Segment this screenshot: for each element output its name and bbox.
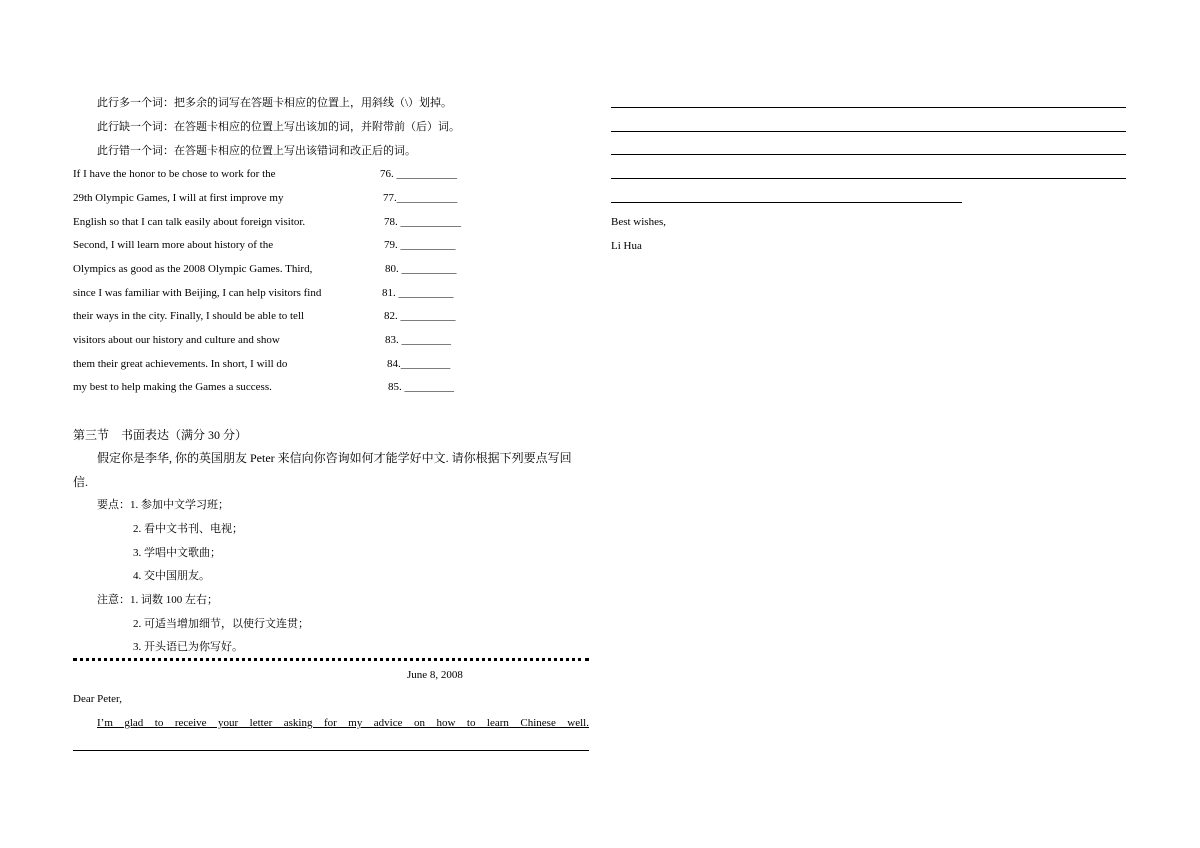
letter-signature: Li Hua — [611, 240, 642, 252]
passage-line: my best to help making the Games a success. — [73, 381, 272, 393]
letter-salutation: Dear Peter, — [73, 693, 123, 705]
section-title: 第三节 书面表达（满分 30 分） — [73, 428, 248, 442]
answer-blank: 81. __________ — [382, 287, 454, 299]
writing-prompt-cont: 信. — [73, 475, 89, 489]
point-item: 4. 交中国朋友。 — [133, 570, 210, 582]
passage-line: Olympics as good as the 2008 Olympic Games. Third, — [73, 263, 313, 275]
writing-prompt: 假定你是李华, 你的英国朋友 Peter 来信向你咨询如何才能学好中文. 请你根据下列要点写回 — [97, 451, 572, 465]
answer-blank: 83. _________ — [385, 334, 451, 346]
writing-line[interactable] — [611, 202, 962, 203]
passage-line: since I was familiar with Beijing, I can help visitors find — [73, 287, 322, 299]
answer-blank: 77.___________ — [383, 192, 458, 204]
instruction-wrong-word: 此行错一个词：在答题卡相应的位置上写出该错词和改正后的词。 — [97, 145, 416, 157]
letter-opening: I’m glad to receive your letter asking for my advice on how to learn Chinese well. — [97, 717, 589, 729]
instruction-extra-word: 此行多一个词：把多余的词写在答题卡相应的位置上，用斜线（\）划掉。 — [97, 97, 453, 109]
note-item: 2. 可适当增加细节，以使行文连贯； — [133, 618, 309, 630]
answer-blank: 78. ___________ — [384, 216, 461, 228]
answer-blank: 84._________ — [387, 358, 451, 370]
writing-line[interactable] — [611, 131, 1126, 132]
instruction-missing-word: 此行缺一个词：在答题卡相应的位置上写出该加的词，并附带前（后）词。 — [97, 121, 460, 133]
answer-blank: 85. _________ — [388, 381, 454, 393]
points-label: 要点：1. 参加中文学习班； — [97, 499, 229, 511]
writing-line[interactable] — [611, 178, 1126, 179]
answer-blank: 79. __________ — [384, 239, 456, 251]
passage-line: their ways in the city. Finally, I should be able to tell — [73, 310, 305, 322]
writing-line[interactable] — [611, 107, 1126, 108]
passage-line: If I have the honor to be chose to work for the — [73, 168, 276, 180]
point-item: 2. 看中文书刊、电视； — [133, 523, 243, 535]
writing-line[interactable] — [611, 154, 1126, 155]
writing-line[interactable] — [73, 750, 589, 751]
passage-line: them their great achievements. In short, I will do — [73, 358, 288, 370]
note-item: 3. 开头语已为你写好。 — [133, 641, 243, 653]
passage-line: Second, I will learn more about history of the — [73, 239, 274, 251]
answer-blank: 82. __________ — [384, 310, 456, 322]
passage-line: visitors about our history and culture and show — [73, 334, 280, 346]
passage-line: English so that I can talk easily about foreign visitor. — [73, 216, 306, 228]
notes-label: 注意：1. 词数 100 左右； — [97, 594, 218, 606]
answer-blank: 80. __________ — [385, 263, 457, 275]
passage-line: 29th Olympic Games, I will at first improve my — [73, 192, 284, 204]
letter-date: June 8, 2008 — [407, 669, 463, 681]
point-item: 3. 学唱中文歌曲； — [133, 547, 221, 559]
answer-blank: 76. ___________ — [380, 168, 457, 180]
letter-closing: Best wishes, — [611, 216, 666, 228]
dotted-divider — [73, 658, 589, 661]
